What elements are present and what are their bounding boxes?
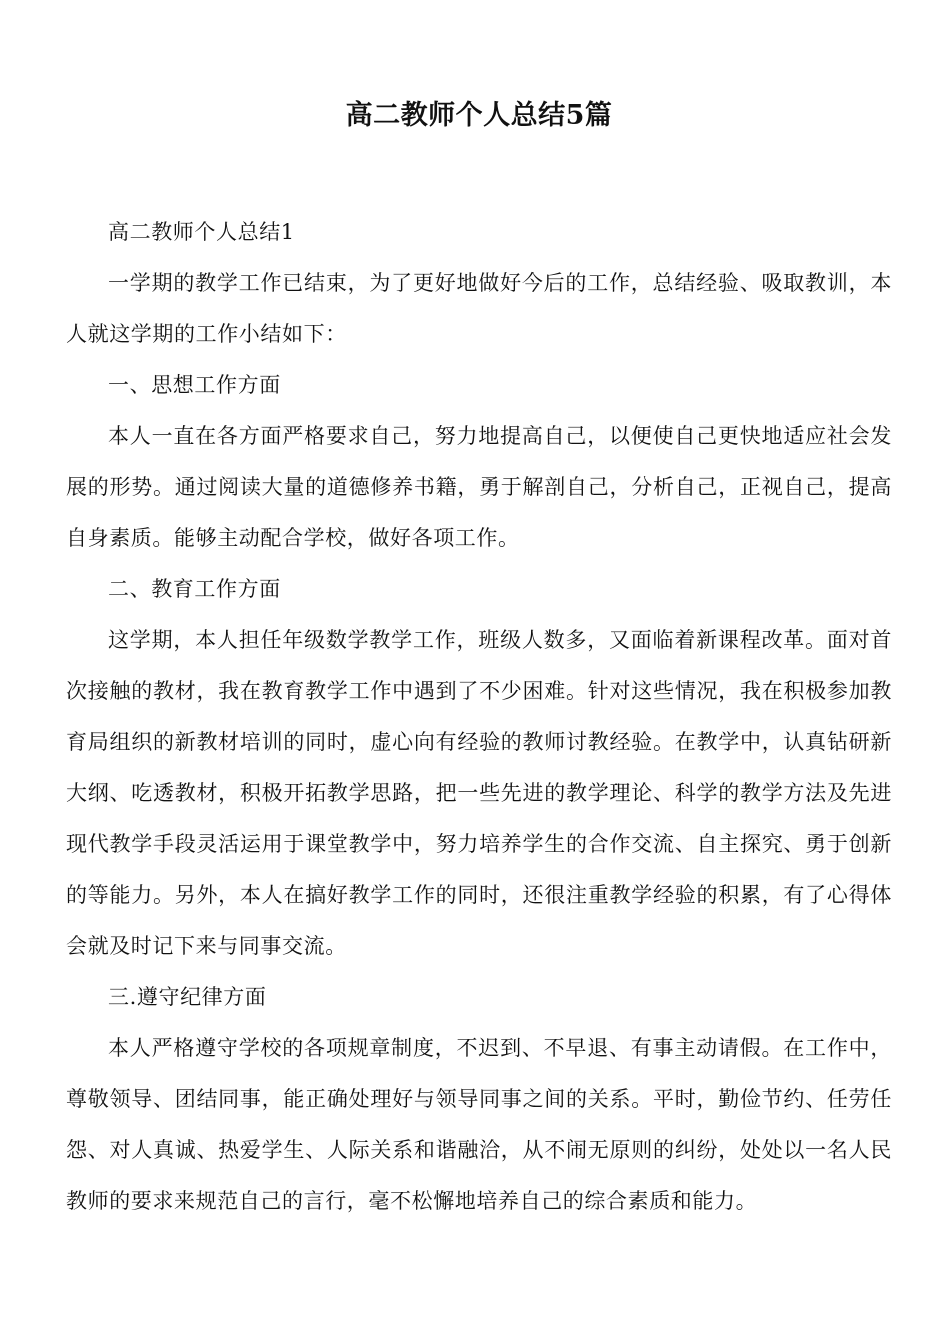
section-heading: 三.遵守纪律方面 (108, 985, 267, 1009)
section-heading: 二、教育工作方面 (108, 577, 281, 601)
document-title: 高二教师个人总结5篇 (345, 100, 613, 131)
body-paragraph: 这学期，本人担任年级数学教学工作，班级人数多，又面临着新课程改革。面对首次接触的教材，我在教育教学工作中遇到了不少困难。针对这些情况，我在积极参加教育局组织的新教材培训的同时，虚心向有经验的教师讨教经验。在教学中，认真钻研新大纲、吃透教材，积极开拓教学思路，把一些先进的教学理论、科学的教学方法及先进现代教学手段灵活运用于课堂教学中，努力培养学生的合作交流、自主探究、勇于创新的等能力。另外，本人在搞好教学工作的同时，还很注重教学经验的积累，有了心得体会就及时记下来与同事交流。 (66, 628, 892, 958)
body-paragraph: 本人一直在各方面严格要求自己，努力地提高自己，以便使自己更快地适应社会发展的形势。通过阅读大量的道德修养书籍，勇于解剖自己，分析自己，正视自己，提高自身素质。能够主动配合学校，做好各项工作。 (66, 424, 892, 550)
body-paragraph: 本人严格遵守学校的各项规章制度，不迟到、不早退、有事主动请假。在工作中，尊敬领导、团结同事，能正确处理好与领导同事之间的关系。平时，勤俭节约、任劳任怨、对人真诚、热爱学生、人际关系和谐融洽，从不闹无原则的纠纷，处处以一名人民教师的要求来规范自己的言行，毫不松懈地培养自己的综合素质和能力。 (66, 1036, 892, 1213)
document-body (66, 207, 892, 1227)
section-heading: 高二教师个人总结1 (108, 220, 295, 244)
section-heading: 一、思想工作方面 (108, 373, 281, 397)
intro-paragraph: 一学期的教学工作已结束，为了更好地做好今后的工作，总结经验、吸取教训，本人就这学期的工作小结如下： (66, 271, 892, 346)
